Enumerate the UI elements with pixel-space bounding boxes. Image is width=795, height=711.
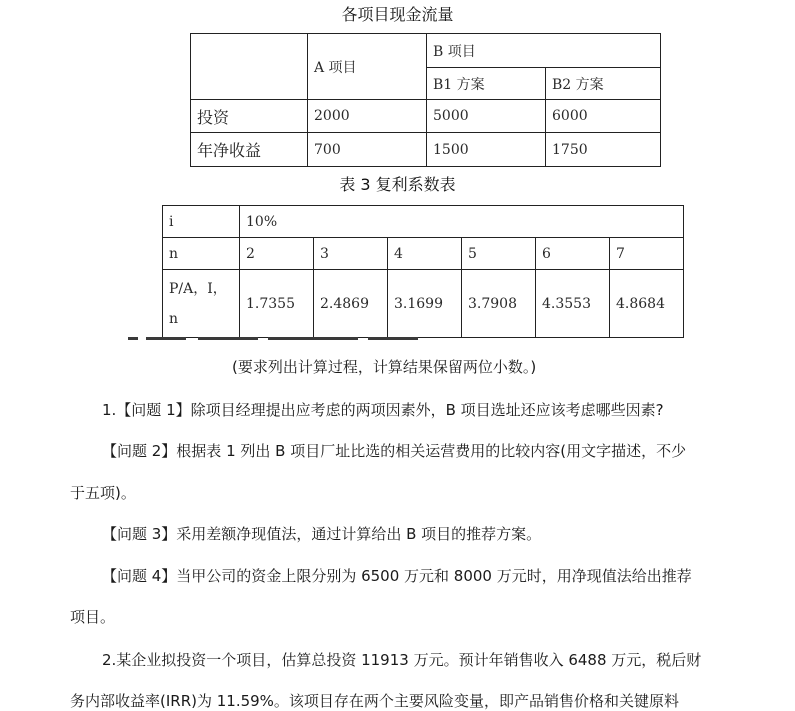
n-value: 2 — [240, 238, 314, 270]
compound-interest-table — [162, 205, 684, 338]
problem-2-line1: 2.某企业拟投资一个项目，估算总投资 11913 万元。预计年销售收入 6488 万元，税后财 — [102, 651, 702, 669]
n-value: 4 — [388, 238, 462, 270]
cash-flow-table — [190, 33, 661, 167]
pa-label-line1: P/A，I， — [169, 280, 227, 297]
question-4-line1: 【问题 4】当甲公司的资金上限分别为 6500 万元和 8000 万元时，用净现值法给出推荐 — [102, 567, 692, 585]
table1-header-b1: B1 方案 — [427, 68, 546, 100]
cell-b2-net-income: 1750 — [546, 133, 661, 167]
table-row — [163, 238, 684, 270]
question-4-line2: 项目。 — [70, 608, 116, 626]
table-row — [163, 270, 684, 338]
n-value: 7 — [610, 238, 684, 270]
table-row — [191, 133, 661, 167]
pa-value: 4.3553 — [536, 270, 610, 338]
cell-b2-investment: 6000 — [546, 100, 661, 133]
table1-header-b: B 项目 — [427, 34, 661, 68]
calculation-note: (要求列出计算过程，计算结果保留两位小数。) — [232, 358, 537, 376]
pa-value: 1.7355 — [240, 270, 314, 338]
cell-a-investment: 2000 — [308, 100, 427, 133]
question-1: 1.【问题 1】除项目经理提出应考虑的两项因素外，B 项目选址还应该考虑哪些因素? — [102, 401, 664, 419]
question-2-line2: 于五项)。 — [70, 484, 136, 502]
question-2-line1: 【问题 2】根据表 1 列出 B 项目厂址比选的相关运营费用的比较内容(用文字描述，不少 — [102, 442, 687, 460]
n-value: 5 — [462, 238, 536, 270]
overlapped-text-remnant — [128, 336, 448, 342]
table1-header-b2: B2 方案 — [546, 68, 661, 100]
row-label-net-income: 年净收益 — [191, 133, 308, 167]
question-3: 【问题 3】采用差额净现值法，通过计算给出 B 项目的推荐方案。 — [102, 525, 542, 543]
table1-corner-cell — [191, 34, 308, 100]
cell-b1-net-income: 1500 — [427, 133, 546, 167]
cell-a-net-income: 700 — [308, 133, 427, 167]
i-label: i — [163, 206, 240, 238]
table1-title: 各项目现金流量 — [341, 5, 454, 24]
pa-value: 3.7908 — [462, 270, 536, 338]
n-label: n — [163, 238, 240, 270]
pa-value: 2.4869 — [314, 270, 388, 338]
n-value: 6 — [536, 238, 610, 270]
table3-title: 表 3 复利系数表 — [339, 175, 456, 194]
table-row — [163, 206, 684, 238]
pa-value: 3.1699 — [388, 270, 462, 338]
pa-label-line2: n — [169, 310, 179, 327]
pa-value: 4.8684 — [610, 270, 684, 338]
pa-label — [163, 270, 240, 338]
problem-2-line2: 务内部收益率(IRR)为 11.59%。该项目存在两个主要风险变量，即产品销售价格和关键原料 — [70, 692, 679, 710]
table-row — [191, 100, 661, 133]
row-label-investment: 投资 — [191, 100, 308, 133]
n-value: 3 — [314, 238, 388, 270]
cell-b1-investment: 5000 — [427, 100, 546, 133]
i-value: 10% — [240, 206, 684, 238]
table1-header-a: A 项目 — [308, 34, 427, 100]
